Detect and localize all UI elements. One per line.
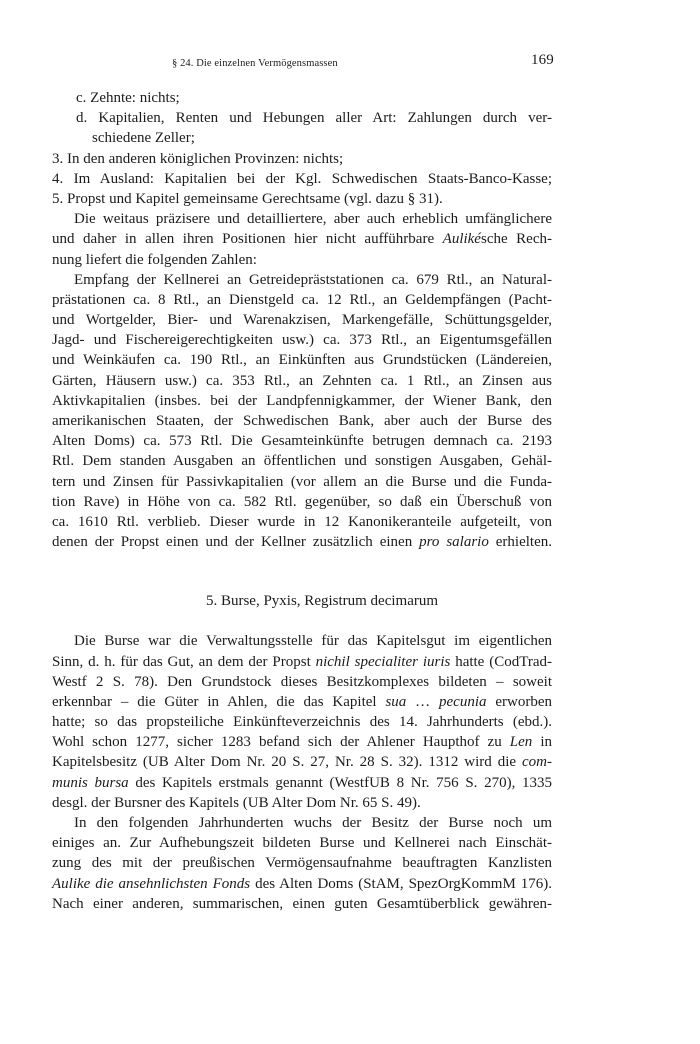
paragraph-line	[52, 652, 552, 672]
paragraph-line: Westf 2 S. 78). Den Grundstock dieses Besitzkomplexes bildeten – soweit	[52, 673, 552, 690]
italic-run: munis bursa	[52, 774, 129, 791]
list-item-continuation: schiedene Zeller;	[92, 130, 195, 147]
paragraph	[52, 209, 552, 270]
paragraph-line: prästationen ca. 8 Rtl., an Dienstgeld ca. 12 Rtl., an Geldempfängen (Pacht-	[52, 291, 552, 308]
page-number: 169	[531, 52, 554, 68]
paragraph-line: tion Rave) in Höhe von ca. 582 Rtl. gegenüber, so daß ein Überschuß von	[52, 493, 552, 510]
text-run: erkennbar – die Güter in Ahlen, die das Kapitel	[52, 693, 386, 710]
italic-run: sua	[385, 693, 407, 710]
paragraph-line: hatte; so das propsteiliche Einkünfteverzeichnis des 14. Jahrhunderts (ebd.).	[52, 714, 552, 731]
italic-run: nichil specialiter iuris	[315, 653, 451, 670]
paragraph-line: und Weinkäufen ca. 190 Rtl., an Einkünften aus Grundstücken (Ländereien,	[52, 352, 552, 369]
paragraph-line: und Wortgelder, Bier- und Warenakzisen, Markengefälle, Schüttungsgelder,	[52, 312, 552, 329]
section-heading: 5. Burse, Pyxis, Registrum decimarum	[205, 593, 439, 610]
paragraph-line	[52, 532, 552, 552]
paragraph-line	[52, 732, 552, 752]
paragraph-line: nung liefert die folgenden Zahlen:	[52, 251, 257, 268]
italic-run: pro salario	[419, 534, 489, 551]
text-run: in	[532, 734, 552, 751]
paragraph-line	[52, 752, 552, 772]
paragraph-line	[52, 229, 552, 249]
paragraph-line: Jagd- und Fischereigerechtigkeiten usw.) ca. 373 Rtl., an Eigentumsgefällen	[52, 332, 552, 349]
paragraph-line: tern und Zinsen für Passivkapitalien (vor allem an die Burse und die Funda-	[52, 473, 552, 490]
text-run: hatte (CodTrad-	[450, 653, 552, 670]
running-head	[0, 51, 700, 69]
paragraph	[52, 270, 552, 553]
paragraph-line: desgl. der Bursner des Kapitels (UB Alter Dom Nr. 65 S. 49).	[52, 794, 421, 811]
paragraph-line: In den folgenden Jahrhunderten wuchs der Besitz der Burse noch um	[74, 815, 552, 831]
list-item: 4. Im Ausland: Kapitalien bei der Kgl. Schwedischen Staats-Banco-Kasse;	[52, 170, 552, 187]
paragraph-line	[52, 692, 552, 712]
paragraph-line: Nach einer anderen, summarischen, einen guten Gesamtüberblick gewähren-	[52, 895, 552, 912]
italic-run: Auliké	[442, 231, 481, 248]
text-run: Wohl schon 1277, sicher 1283 befand sich der Ahlener Haupthof zu	[52, 734, 510, 751]
paragraph-line: Empfang der Kellnerei an Getreidepräststationen ca. 679 Rtl., an Natural-	[74, 271, 552, 288]
list-item: 3. In den anderen königlichen Provinzen: nichts;	[52, 150, 344, 167]
text-run: Sinn, d. h. für das Gut, an dem der Propst	[52, 653, 316, 670]
paragraph	[52, 813, 552, 914]
text-run: Kapitelsbesitz (UB Alter Dom Nr. 20 S. 27, Nr. 28 S. 32). 1312 wird die	[52, 754, 522, 771]
paragraph-line: Aktivkapitalien (insbes. bei der Landpfennigkammer, der Wiener Bank, den	[52, 392, 552, 409]
list-item: 5. Propst und Kapitel gemeinsame Gerechtsame (vgl. dazu § 31).	[52, 190, 443, 207]
paragraph-line: Alten Doms) ca. 573 Rtl. Die Gesamteinkünfte betrugen demnach ca. 2193	[52, 433, 552, 450]
text-run: des Alten Doms (StAM, SpezOrgKommM 176).	[250, 875, 552, 892]
paragraph-line: zung des mit der preußischen Vermögensaufnahme beauftragten Kanzlisten	[52, 855, 552, 872]
text-run: und daher in allen ihren Positionen hier nicht aufführbare	[52, 231, 443, 248]
paragraph-line: einiges an. Zur Aufhebungszeit bildeten Burse und Kellnerei nach Einschät-	[52, 835, 552, 852]
body-text	[52, 88, 552, 914]
paragraph-line: Die Burse war die Verwaltungsstelle für das Kapitelsgut im eigentlichen	[74, 633, 552, 650]
paragraph-line: amerikanischen Staaten, der Schwedischen Bank, aber auch der Burse des	[52, 413, 552, 429]
paragraph-line: Die weitaus präzisere und detailliertere, aber auch erheblich umfänglichere	[74, 211, 552, 228]
italic-run: com-	[522, 754, 552, 771]
text-run: des Kapitels erstmals genannt (WestfUB 8 Nr. 756 S. 270), 1335	[128, 774, 552, 791]
text-run: …	[406, 693, 440, 710]
paragraph-line	[52, 874, 552, 894]
list-item: d. Kapitalien, Renten und Hebungen aller Art: Zahlungen durch ver-	[76, 110, 552, 127]
italic-run: Len	[509, 734, 533, 751]
text-run: sche Rech-	[480, 231, 552, 248]
paragraph-line: ca. 1610 Rtl. verblieb. Dieser wurde in 12 Kanonikeranteile aufgeteilt, von	[52, 513, 552, 530]
running-head-title: § 24. Die einzelnen Vermögensmassen	[172, 58, 338, 69]
list-item: c. Zehnte: nichts;	[76, 90, 180, 106]
text-run: denen der Propst einen und der Kellner zusätzlich einen	[52, 534, 420, 551]
paragraph-line	[52, 773, 552, 793]
italic-run: pecunia	[439, 693, 487, 710]
paragraph	[52, 631, 552, 813]
text-run: erworben	[486, 693, 553, 710]
paragraph-line: Gärten, Häusern usw.) ca. 353 Rtl., an Zehnten ca. 1 Rtl., an Zinsen aus	[52, 372, 552, 389]
text-run: erhielten.	[488, 534, 552, 551]
enumerated-list	[52, 88, 552, 209]
italic-run: Aulike die ansehnlichsten Fonds	[52, 875, 251, 892]
paragraph-line: Rtl. Dem standen Ausgaben an öffentlichen und sonstigen Ausgaben, Gehäl-	[52, 453, 552, 470]
